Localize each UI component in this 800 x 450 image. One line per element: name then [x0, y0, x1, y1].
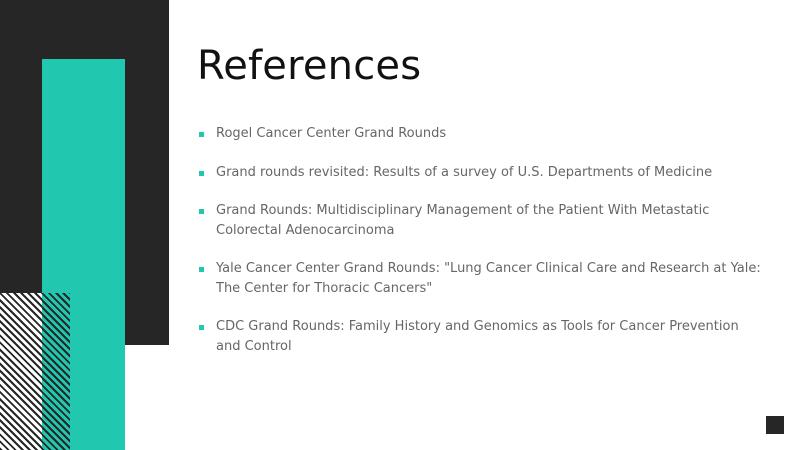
bullet-square-icon [199, 267, 204, 272]
slide-title: References [197, 43, 422, 89]
bullet-square-icon [199, 209, 204, 214]
hatched-decor-teal [42, 293, 70, 450]
bullet-square-icon [199, 171, 204, 176]
corner-square-decor [766, 416, 784, 434]
reference-item [197, 201, 762, 240]
reference-text: Rogel Cancer Center Grand Rounds [216, 126, 447, 141]
reference-text: Grand Rounds: Multidisciplinary Management of the Patient With Metastatic Colorectal Adenocarcinoma [216, 203, 710, 238]
reference-item [197, 163, 762, 183]
hatched-decor-dark [0, 293, 42, 450]
reference-item [197, 259, 762, 298]
bullet-square-icon [199, 132, 204, 137]
reference-text: CDC Grand Rounds: Family History and Genomics as Tools for Cancer Prevention and Control [216, 319, 739, 354]
reference-text: Grand rounds revisited: Results of a survey of U.S. Departments of Medicine [216, 164, 713, 180]
references-list [197, 124, 762, 375]
bullet-square-icon [199, 325, 204, 330]
reference-item [197, 124, 762, 144]
reference-text: Yale Cancer Center Grand Rounds: "Lung Cancer Clinical Care and Research at Yale: The Center for Thoracic Cancers" [216, 261, 761, 296]
reference-item [197, 317, 762, 356]
